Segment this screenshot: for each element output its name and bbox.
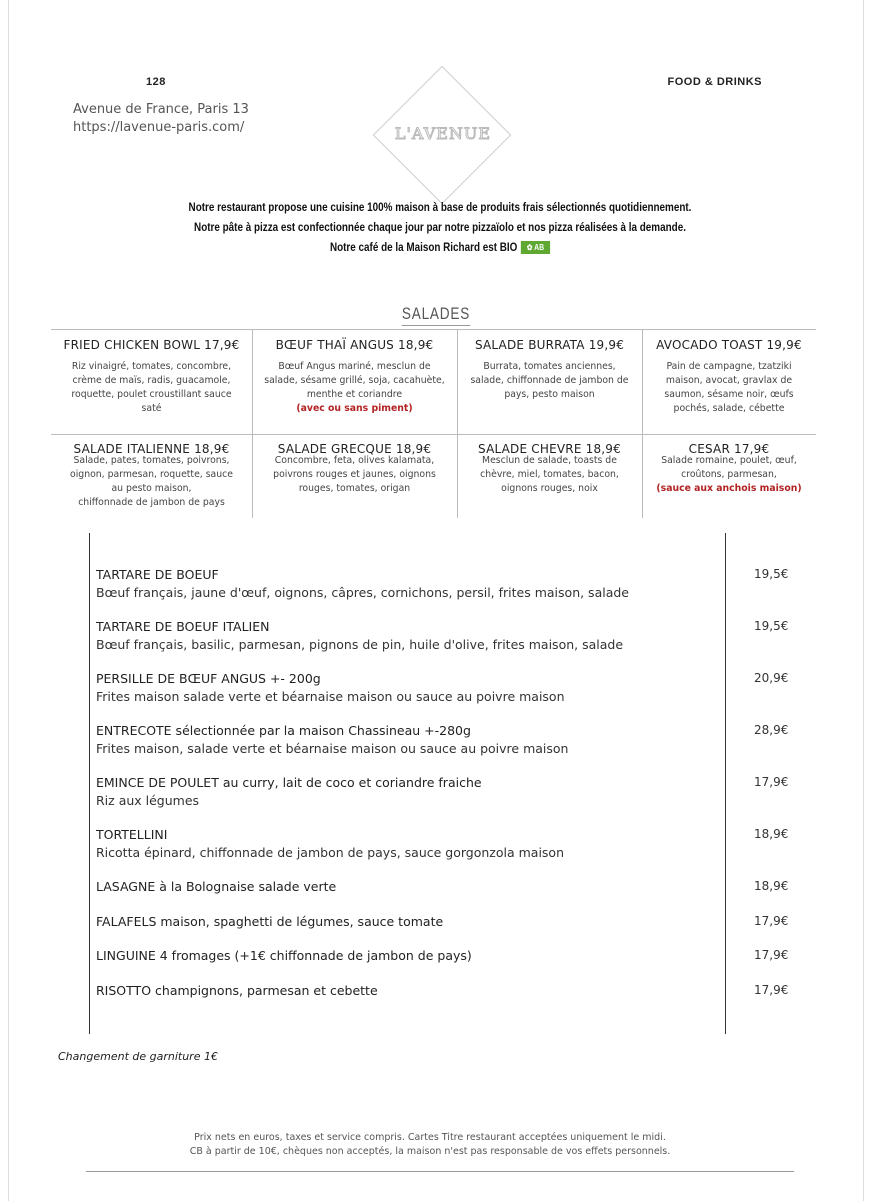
salad-description: crème de maïs, radis, guacamole, (72, 375, 231, 386)
dish-detail: +- 200g (265, 671, 321, 686)
dish-price: 19,5€ (754, 567, 789, 581)
dish-price: 17,9€ (754, 948, 789, 962)
dish-detail: champignons, parmesan et cebette (151, 983, 378, 998)
salad-description: menthe et coriandre (306, 389, 403, 400)
dish-price: 19,5€ (754, 619, 789, 633)
salad-description: chiffonnade de jambon de pays (78, 497, 225, 508)
dish-item (96, 878, 796, 896)
dish-name: TORTELLINI (96, 827, 168, 842)
dish-detail: 4 fromages (+1€ chiffonnade de jambon de pays) (155, 948, 472, 963)
salades-title-text: SALADES (402, 304, 470, 326)
salad-name: SALADE ITALIENNE 18,9€ (73, 442, 230, 456)
dish-title (96, 826, 796, 844)
footer-line-1: Prix nets en euros, taxes et service compris. Cartes Titre restaurant acceptées uniquement le midi. (194, 1132, 666, 1143)
dish-price: 28,9€ (754, 723, 789, 737)
dish-item (96, 670, 796, 706)
salad-grid (51, 329, 816, 517)
dish-title (96, 947, 796, 965)
dish-item (96, 982, 796, 1000)
dish-item (96, 722, 796, 758)
dish-title (96, 878, 796, 896)
salad-note: (sauce aux anchois maison) (656, 483, 802, 494)
salad-description: chèvre, miel, tomates, bacon, (480, 469, 619, 480)
dish-title (96, 566, 796, 584)
salad-description: Mesclun de salade, toasts de (482, 455, 617, 466)
salad-description: maison, avocat, gravlax de (665, 375, 793, 386)
dish-name: EMINCE DE POULET (96, 775, 219, 790)
address-block (73, 101, 249, 137)
dish-item (96, 947, 796, 965)
dish-name: TARTARE DE BOEUF (96, 567, 219, 582)
footer-divider (86, 1171, 794, 1172)
dish-price: 18,9€ (754, 827, 789, 841)
dish-item (96, 826, 796, 862)
grid-divider (51, 434, 816, 435)
dish-title (96, 913, 796, 931)
salad-name: CESAR 17,9€ (688, 442, 770, 456)
dish-description: Riz aux légumes (96, 793, 200, 808)
dish-price: 17,9€ (754, 775, 789, 789)
bio-label-icon: ✿ AB (521, 241, 550, 254)
salad-description: Bœuf Angus mariné, mesclun de (278, 361, 431, 372)
dish-detail: à la Bolognaise salade verte (155, 879, 337, 894)
footer-line-2: CB à partir de 10€, chèques non acceptés, la maison n'est pas responsable de vos effets personnels. (189, 1146, 671, 1157)
dish-item (96, 913, 796, 931)
dish-price: 18,9€ (754, 879, 789, 893)
salad-description: Pain de campagne, tzatziki (666, 361, 792, 372)
salad-item (642, 338, 816, 416)
dish-title (96, 618, 796, 636)
salad-description: salade, sésame grillé, soja, cacahuète, (264, 375, 445, 386)
salad-description: pays, pesto maison (504, 389, 595, 400)
salad-description: Salade romaine, poulet, œuf, (661, 455, 797, 466)
salad-name: FRIED CHICKEN BOWL 17,9€ (63, 338, 240, 352)
salad-name: BŒUF THAÏ ANGUS 18,9€ (275, 338, 434, 352)
address-line: Avenue de France, Paris 13 (73, 102, 249, 117)
salad-item (252, 338, 457, 416)
intro-text (148, 198, 733, 258)
garniture-note: Changement de garniture 1€ (58, 1050, 218, 1063)
dish-item (96, 566, 796, 602)
salad-description: Riz vinaigré, tomates, concombre, (71, 361, 232, 372)
salad-description: saumon, sésame noir, œufs (664, 389, 794, 400)
salad-item (252, 442, 457, 496)
dish-detail: sélectionnée par la maison Chassineau +-280g (171, 723, 471, 738)
intro-line-3 (148, 238, 733, 258)
salad-description: pochés, salade, cébette (673, 403, 785, 414)
section-label: FOOD & DRINKS (667, 76, 762, 88)
dish-description: Bœuf français, basilic, parmesan, pignons de pin, huile d'olive, frites maison, salade (96, 637, 624, 652)
dish-price: 17,9€ (754, 914, 789, 928)
salad-item (51, 338, 252, 416)
salad-name: SALADE GRECQUE 18,9€ (277, 442, 432, 456)
salad-name: SALADE CHEVRE 18,9€ (478, 442, 621, 456)
intro-line-3-text: Notre café de la Maison Richard est BIO (329, 242, 518, 254)
dish-title (96, 982, 796, 1000)
intro-line-2: Notre pâte à pizza est confectionnée chaque jour par notre pizzaïolo et nos pizza réalisées à la demande. (194, 222, 686, 234)
salad-description: salade, chiffonnade de jambon de (470, 375, 629, 386)
dish-name: LASAGNE (96, 879, 156, 894)
salad-description: saté (141, 403, 162, 414)
salad-description: Salade, pates, tomates, poivrons, (73, 455, 230, 466)
salad-description: au pesto maison, (111, 483, 192, 494)
dish-description: Frites maison salade verte et béarnaise maison ou sauce au poivre maison (96, 689, 565, 704)
salad-description: poivrons rouges et jaunes, oignons (273, 469, 436, 480)
salad-description: oignon, parmesan, roquette, sauce (70, 469, 233, 480)
dish-name: PERSILLE DE BŒUF ANGUS (96, 671, 266, 686)
dish-name: TARTARE DE BOEUF ITALIEN (96, 619, 270, 634)
dish-detail: spaghetti de légumes, sauce tomate (209, 914, 444, 929)
dish-price: 20,9€ (754, 671, 789, 685)
salad-note: (avec ou sans piment) (296, 403, 413, 414)
salad-description: oignons rouges, noix (501, 483, 598, 494)
salad-item (642, 442, 816, 496)
dish-price: 17,9€ (754, 983, 789, 997)
dish-title (96, 774, 796, 792)
footer-text (100, 1131, 760, 1159)
salad-description: croûtons, parmesan, (681, 469, 777, 480)
salad-description: Concombre, feta, olives kalamata, (274, 455, 435, 466)
dish-name: FALAFELS maison, (96, 914, 210, 929)
dish-item (96, 774, 796, 810)
dish-name: RISOTTO (96, 983, 152, 998)
page-number: 128 (146, 76, 166, 88)
dish-item (96, 618, 796, 654)
salad-description: roquette, poulet croustillant sauce (71, 389, 232, 400)
salad-name: AVOCADO TOAST 19,9€ (656, 338, 802, 352)
website-link[interactable]: https://lavenue-paris.com/ (73, 120, 245, 135)
dish-description: Ricotta épinard, chiffonnade de jambon de pays, sauce gorgonzola maison (96, 845, 565, 860)
dish-title (96, 722, 796, 740)
dish-description: Frites maison, salade verte et béarnaise maison ou sauce au poivre maison (96, 741, 569, 756)
dish-name: ENTRECOTE (96, 723, 172, 738)
logo-text: L'AVENUE (394, 124, 492, 143)
dish-title (96, 670, 796, 688)
salad-item (457, 442, 642, 496)
salades-title (87, 304, 785, 324)
dish-description: Bœuf français, jaune d'œuf, oignons, câpres, cornichons, persil, frites maison, salade (96, 585, 629, 600)
salad-description: rouges, tomates, origan (298, 483, 411, 494)
dish-detail: au curry, lait de coco et coriandre fraiche (218, 775, 482, 790)
salad-item (51, 442, 252, 510)
salad-description: Burrata, tomates anciennes, (483, 361, 616, 372)
intro-line-1: Notre restaurant propose une cuisine 100% maison à base de produits frais sélectionnés quotidiennement. (188, 202, 692, 214)
dish-name: LINGUINE (96, 948, 156, 963)
salad-item (457, 338, 642, 402)
salad-name: SALADE BURRATA 19,9€ (474, 338, 625, 352)
